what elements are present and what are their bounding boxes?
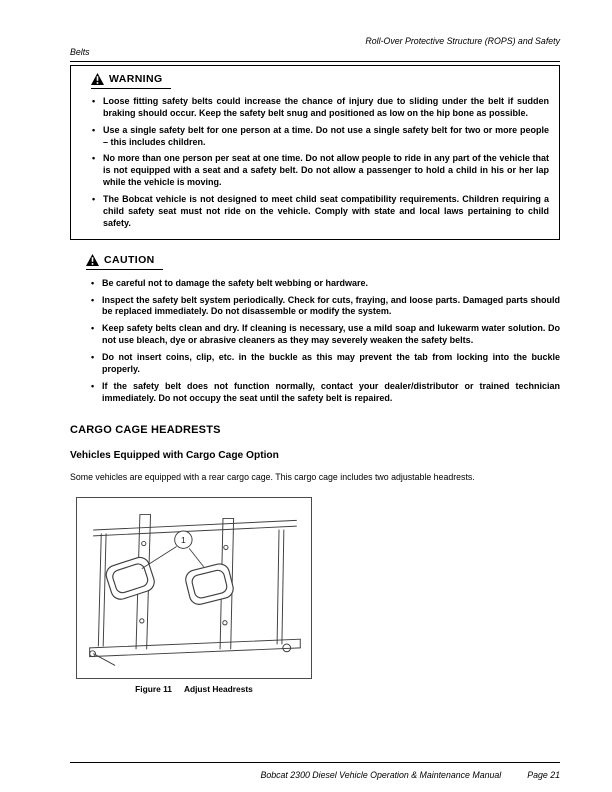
caution-bullet: • Do not insert coins, clip, etc. in the buckle as this may prevent the tab from locking into the buckle properly.: [90, 352, 560, 376]
cargo-cage-drawing: [80, 501, 308, 675]
header-divider: [70, 61, 560, 62]
caution-label: CAUTION: [104, 253, 155, 266]
footer-divider: [70, 762, 560, 763]
caution-bullet: • Keep safety belts clean and dry. If cleaning is necessary, use a mild soap and lukewarm water solution. Do not use bleach, dye or abrasive cleaners as they may severely weaken the safety belts.: [90, 323, 560, 347]
warning-box: [70, 65, 560, 240]
section-heading-cargo-cage-headrests: CARGO CAGE HEADRESTS: [70, 423, 221, 436]
warning-bullet: • No more than one person per seat at one time. Do not allow people to ride in any part of the vehicle that is not equipped with a seat and a safety belt. Do not allow a passenger to hold a child in his or her lap while the vehicle is moving.: [91, 153, 549, 189]
warning-triangle-icon: [91, 73, 104, 85]
caution-section: [70, 253, 560, 405]
caution-bullet: • If the safety belt does not function normally, contact your dealer/distributor or trained technician immediately. Do not occupy the seat until the safety belt is repaired.: [90, 381, 560, 405]
caution-bullet: • Be careful not to damage the safety belt webbing or hardware.: [90, 278, 560, 290]
figure-label: Figure 11: [135, 684, 172, 695]
running-header: [70, 36, 560, 58]
warning-bullet: • Use a single safety belt for one person at a time. Do not use a single safety belt for two or more people – this includes children.: [91, 125, 549, 149]
page-footer: [70, 762, 560, 780]
warning-label: WARNING: [109, 72, 163, 85]
running-header-title: Roll-Over Protective Structure (ROPS) and Safety: [365, 36, 560, 46]
subsection-heading-cargo-cage-option: Vehicles Equipped with Cargo Cage Option: [70, 449, 279, 461]
figure-title: Adjust Headrests: [183, 684, 253, 695]
warning-bullet: • The Bobcat vehicle is not designed to meet child seat compatibility requirements. Children requiring a child safety seat must not ride on the vehicle. Comply with state and local laws pertaining to child safety.: [91, 194, 549, 230]
caution-heading: [86, 253, 163, 270]
figure-11-image: [76, 497, 312, 679]
warning-bullet-list: [91, 96, 549, 230]
caution-bullet: • Inspect the safety belt system periodically. Check for cuts, fraying, and loose parts. Damaged parts should be replaced immediately. Do not disassemble or modify the system.: [90, 295, 560, 319]
caution-bullet-list: [90, 278, 560, 405]
footer-manual-title: Bobcat 2300 Diesel Vehicle Operation & Maintenance Manual: [260, 770, 502, 780]
warning-heading: [91, 72, 171, 89]
footer-page-number: Page 21: [527, 770, 560, 780]
warning-bullet: • Loose fitting safety belts could increase the chance of injury due to sliding under the belt if sudden braking should occur. Keep the safety belt snug and positioned as low on the hip bone as possible.: [91, 96, 549, 120]
caution-triangle-icon: [86, 254, 99, 266]
figure-caption: [76, 684, 312, 694]
body-paragraph: Some vehicles are equipped with a rear cargo cage. This cargo cage includes two adjustable headrests.: [70, 471, 475, 482]
running-header-title-continued: Belts: [70, 46, 90, 57]
figure-callout-number: 1: [180, 535, 186, 546]
